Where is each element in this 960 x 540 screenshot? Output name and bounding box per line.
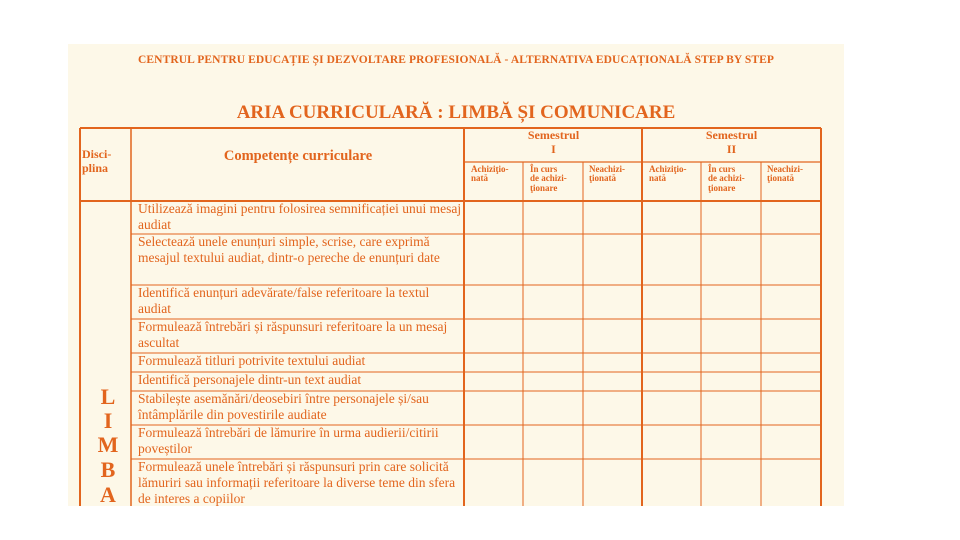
subject-letter: I bbox=[103, 408, 113, 433]
competence-row: Formulează întrebări de lămurire în urma audierii/citirii poveștilor bbox=[138, 425, 439, 456]
organization-header: CENTRUL PENTRU EDUCAȚIE ȘI DEZVOLTARE PROFESIONALĂ - ALTERNATIVA EDUCAȚIONALĂ STEP BY STEP bbox=[138, 54, 774, 66]
subject-letter: A bbox=[100, 482, 116, 506]
subject-letter: L bbox=[100, 384, 116, 409]
subject-letter: M bbox=[97, 432, 119, 457]
competence-row: Identifică personajele dintr-un text audiat bbox=[138, 372, 362, 387]
subheader-in-progress-s1: În curs de achizi- ţionare bbox=[530, 164, 567, 193]
subheader-acquired-s2: Achiziţio- nată bbox=[649, 164, 687, 184]
subheader-not-acquired-s1: Neachizi- ţionată bbox=[589, 164, 625, 184]
subject-letter: B bbox=[100, 457, 116, 482]
subheader-acquired-s1: Achiziţio- nată bbox=[471, 164, 509, 184]
document-sheet bbox=[68, 44, 844, 506]
competence-row: Utilizează imagini pentru folosirea semnificației unui mesaj audiat bbox=[138, 201, 462, 232]
subheader-in-progress-s2: În curs de achizi- ţionare bbox=[708, 164, 745, 193]
competence-row: Stabilește asemănări/deosebiri între personajele și/sau întâmplările din povestirile audiate bbox=[138, 391, 429, 422]
header-competences: Competențe curriculare bbox=[223, 148, 373, 164]
competence-row: Selectează unele enunțuri simple, scrise, care exprimă mesajul textului audiat, dintr-o pereche de enunțuri date bbox=[138, 234, 440, 265]
header-semester-2: Semestrul II bbox=[705, 128, 758, 156]
competence-row: Identifică enunțuri adevărate/false referitoare la textul audiat bbox=[138, 285, 430, 316]
competence-row: Formulează unele întrebări și răspunsuri prin care solicită lămuriri sau informații referitoare la diverse teme din sfera de interes a copiilor bbox=[138, 459, 456, 506]
competence-row: Formulează titluri potrivite textului audiat bbox=[138, 353, 366, 368]
area-title: ARIA CURRICULARĂ : LIMBĂ ȘI COMUNICARE bbox=[236, 102, 676, 123]
subheader-not-acquired-s2: Neachizi- ţionată bbox=[767, 164, 803, 184]
competence-row: Formulează întrebări și răspunsuri referitoare la un mesaj ascultat bbox=[138, 319, 448, 350]
header-semester-1: Semestrul I bbox=[527, 128, 580, 156]
header-discipline: Disci- plina bbox=[82, 147, 112, 175]
